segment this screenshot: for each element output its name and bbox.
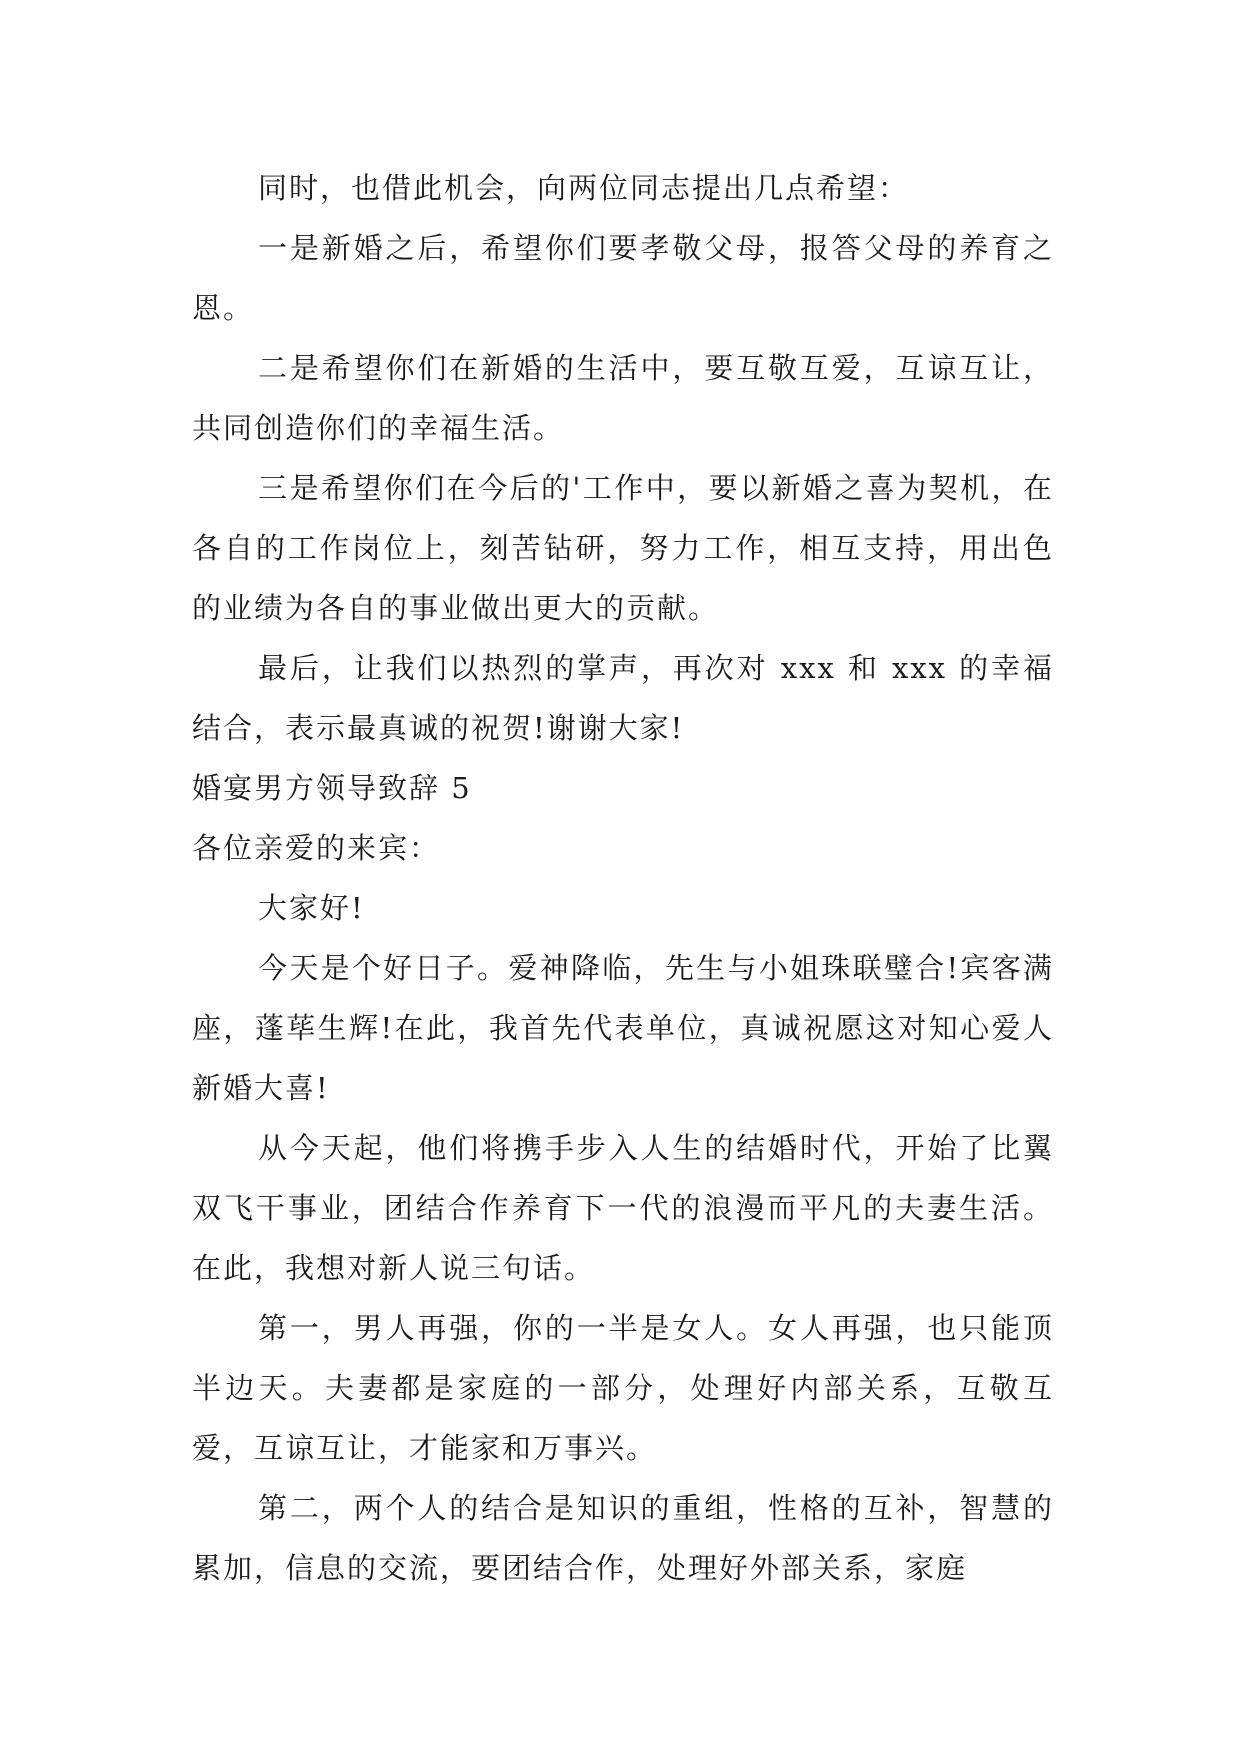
document-page (192, 158, 1054, 1598)
paragraph-good-day: 今天是个好日子。爱神降临，先生与小姐珠联璧合!宾客满座，蓬荜生辉!在此，我首先代表单位，真诚祝愿这对知心爱人新婚大喜! (192, 951, 1054, 1105)
paragraph-hope-one: 一是新婚之后，希望你们要孝敬父母，报答父母的养育之恩。 (192, 231, 1054, 325)
paragraph-second-point: 第二，两个人的结合是知识的重组，性格的互补，智慧的累加，信息的交流，要团结合作，处理好外部关系，家庭 (192, 1491, 1054, 1585)
salutation: 各位亲爱的来宾： (192, 831, 441, 865)
paragraph-hope-three: 三是希望你们在今后的'工作中，要以新婚之喜为契机，在各自的工作岗位上，刻苦钻研，努力工作，相互支持，用出色的业绩为各自的事业做出更大的贡献。 (192, 471, 1054, 625)
paragraph-hope-two: 二是希望你们在新婚的生活中，要互敬互爱，互谅互让，共同创造你们的幸福生活。 (192, 351, 1054, 445)
paragraph-hopes-intro: 同时，也借此机会，向两位同志提出几点希望： (258, 171, 910, 205)
paragraph-from-today: 从今天起，他们将携手步入人生的结婚时代，开始了比翼双飞干事业，团结合作养育下一代的浪漫而平凡的夫妻生活。在此，我想对新人说三句话。 (192, 1131, 1054, 1285)
paragraph-closing: 最后，让我们以热烈的掌声，再次对 xxx 和 xxx 的幸福结合，表示最真诚的祝贺!谢谢大家! (192, 651, 1054, 745)
greeting: 大家好! (258, 891, 365, 925)
section-title: 婚宴男方领导致辞 5 (192, 771, 472, 805)
paragraph-first-point: 第一，男人再强，你的一半是女人。女人再强，也只能顶半边天。夫妻都是家庭的一部分，处理好内部关系，互敬互爱，互谅互让，才能家和万事兴。 (192, 1311, 1054, 1465)
